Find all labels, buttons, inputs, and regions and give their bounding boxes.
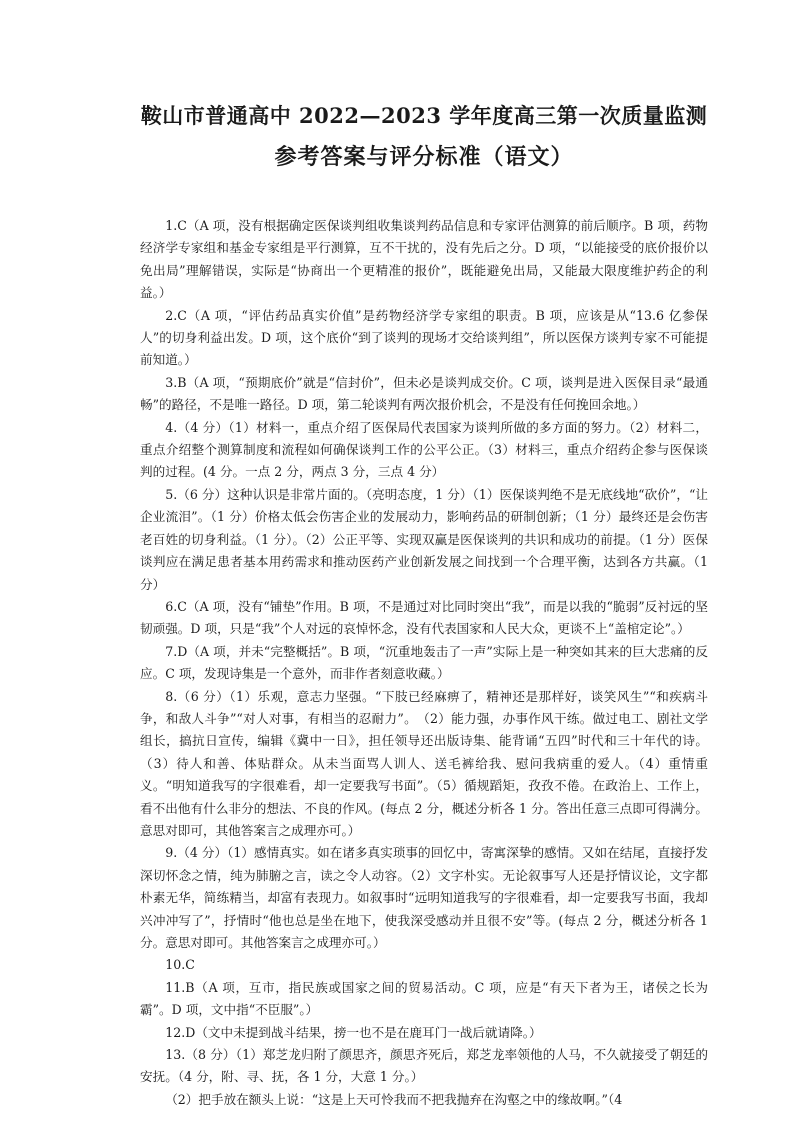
answer-paragraph: 13.（8 分）（1）郑芝龙归附了颜思齐，颜思齐死后，郑芝龙率领他的人马，不久就接受了朝廷的安抚。（4 分，附、寻、抚，各 1 分，大意 1 分。） <box>140 1047 708 1085</box>
answer-paragraph: 9.（4 分）（1）感情真实。如在诸多真实琐事的回忆中，寄寓深挚的感情。又如在结尾，直接抒发深切怀念之情，纯为肺腑之言，读之令人动容。（2）文字朴实。无论叙事写人还是抒情议论，文字都朴素无华，简练精当，却富有表现力。如叙事时“远明知道我写的字很难看，却一定要我写书面，我却兴冲冲写了”，抒情时“他也总是坐在地下，使我深受感动并且很不安”等。(每点 2 分，概述分析各 1 分。意思对即可。其他答案言之成理亦可。） <box>140 845 708 950</box>
answer-paragraph: 11.B（A 项，互市，指民族或国家之间的贸易活动。C 项，应是“有天下者为王，诸侯之长为霸”。D 项，文中指“不臣服”。） <box>140 979 708 1018</box>
answer-paragraph: 12.D（文中未提到战斗结果，搒一也不是在鹿耳门一战后就请降。） <box>165 1024 542 1040</box>
answer-list <box>140 215 708 1111</box>
answer-paragraph: 3.B（A 项，“预期底价”就是“信封价”，但未必是谈判成交价。C 项，谈判是进入医保目录“最通畅”的路径，不是唯一路径。D 项，第二轮谈判有两次报价机会，不是没有任何挽回余地。） <box>140 374 708 413</box>
answer-paragraph: 8.（6 分）（1）乐观，意志力坚强。“下肢已经麻痹了，精神还是那样好，谈笑风生”“和疾病斗争，和敌人斗争”“对人对事，有相当的忍耐力”。 （2）能力强，办事作风干练。做过电工、剧社文学组长，搞抗日宣传，编辑《冀中一日》，担任领导还出版诗集、能背诵“五四”时代和三十年代的诗。（3）待人和善、体贴群众。从未当面骂人训人、送毛裤给我、慰问我病重的爱人。（4）重情重义。“明知道我写的字很难看，却一定要我写书面”。（5）循规蹈矩，孜孜不倦。在政治上、工作上，看不出他有什么非分的想法、不良的作风。(每点 2 分，概述分析各 1 分。答出任意三点即可得满分。意思对即可，其他答案言之成理亦可。） <box>140 688 708 838</box>
answer-paragraph: 6.C（A 项，没有“铺垫”作用。B 项，不是通过对比同时突出“我”，而是以我的“脆弱”反衬远的坚韧顽强。D 项，只是“我”个人对远的哀悼怀念，没有代表国家和人民大众，更谈不上“盖棺定论”。） <box>140 598 708 637</box>
document-title: 鞍山市普通高中 2022—2023 学年度高三第一次质量监测 <box>140 103 708 128</box>
answer-paragraph: 2.C（A 项，“评估药品真实价值”是药物经济学专家组的职责。B 项，应该是从“13.6 亿参保人”的切身利益出发。D 项，这个底价“到了谈判的现场才交给谈判组”，所以医保方谈判专家不可能提前知道。） <box>140 307 708 368</box>
answer-paragraph: （2）把手放在额头上说：“这是上天可怜我而不把我抛弃在沟壑之中的缘故啊。”（4 <box>165 1091 623 1107</box>
document-subtitle: 参考答案与评分标准（语文） <box>274 144 574 170</box>
answer-paragraph: 5.（6 分）这种认识是非常片面的。（亮明态度，1 分）（1）医保谈判绝不是无底线地“砍价”，“让企业流泪”。（1 分）价格太低会伤害企业的发展动力，影响药品的研制创新；（1 分）最终还是会伤害老百姓的切身利益。（1 分）。（2）公正平等、实现双赢是医保谈判的共识和成功的前提。（1 分）医保谈判应在满足患者基本用药需求和推动医药产业创新发展之间找到一个合理平衡，达到各方共赢。（1 分） <box>140 486 708 592</box>
answer-paragraph: 4.（4 分）（1）材料一，重点介绍了医保局代表国家为谈判所做的多方面的努力。（2）材料二，重点介绍整个测算制度和流程如何确保谈判工作的公平公正。（3）材料三，重点介绍药企参与医保谈判的过程。(4 分。一点 2 分，两点 3 分，三点 4 分） <box>140 419 708 480</box>
answer-paragraph: 7.D（A 项，并未“完整概括”。B 项，“沉重地轰击了一声”实际上是一种突如其来的巨大悲痛的反应。C 项，发现诗集是一个意外，而非作者刻意收藏。） <box>140 643 708 682</box>
answer-paragraph: 1.C（A 项，没有根据确定医保谈判组收集谈判药品信息和专家评估测算的前后顺序。B 项，药物经济学专家组和基金专家组是平行测算，互不干扰的，没有先后之分。D 项，“以能接受的底价报价以免出局”理解错误，实际是“协商出一个更精准的报价”，既能避免出局，又能最大限度维护药企的利益。） <box>140 218 708 301</box>
answer-paragraph: 10.C <box>165 957 195 973</box>
